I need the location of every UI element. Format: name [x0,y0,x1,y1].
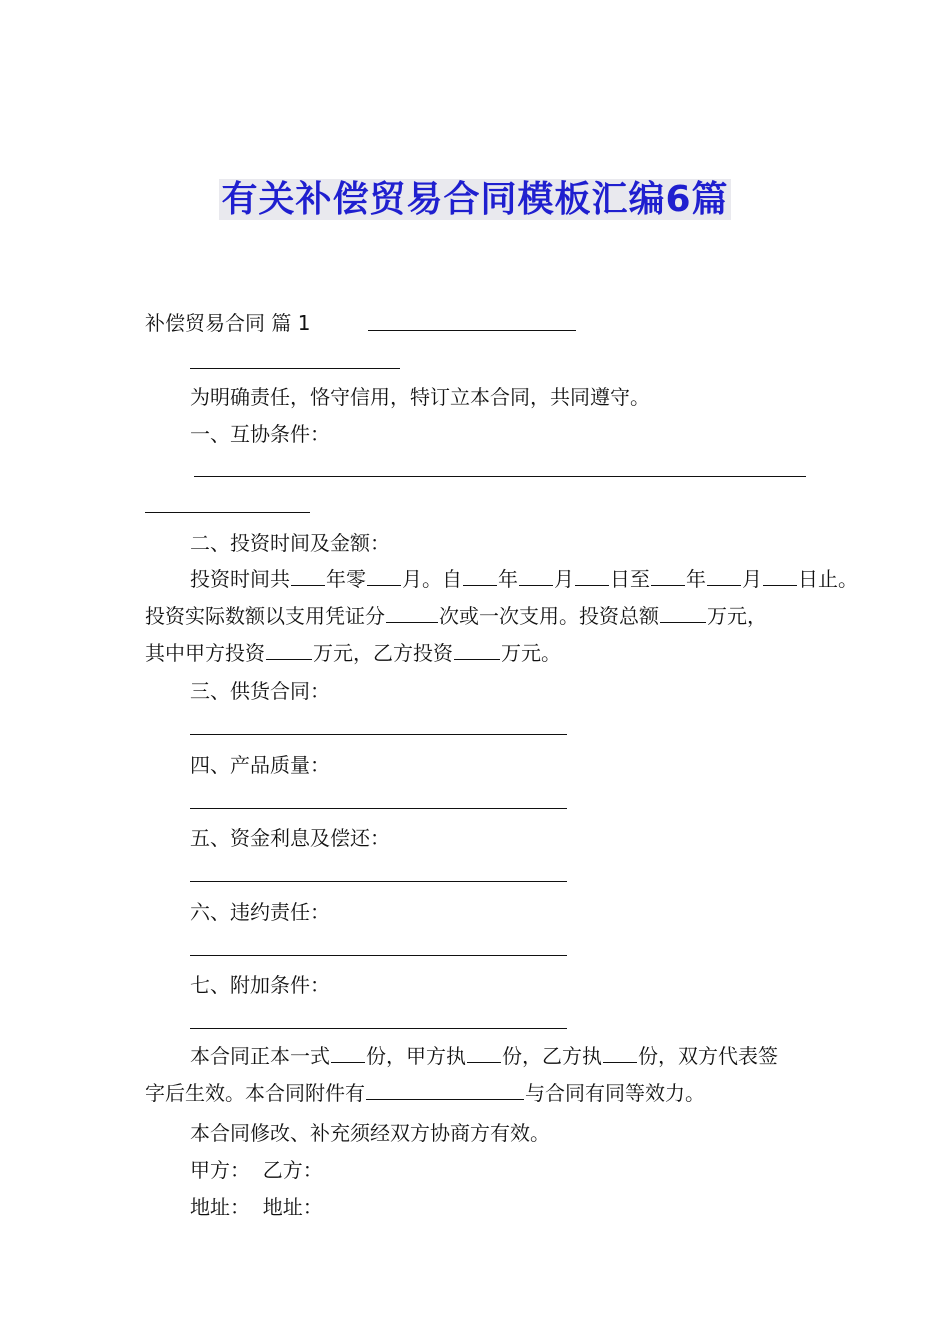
address-line: 地址： 地址： [190,1195,323,1219]
copies-line-1: 本合同正本一式 份，甲方执 份，乙方执 份，双方代表签 [190,1044,778,1068]
contract-heading: 补偿贸易合同 篇 1 [145,311,311,335]
section-3-blank [190,734,567,735]
investment-line-2: 投资实际数额以支用凭证分 次或一次支用。投资总额 万元， [145,604,767,628]
section-5-title: 五、资金利息及偿还： [190,826,390,850]
section-7-title: 七、附加条件： [190,973,330,997]
investment-line-1: 投资时间共 年零 月。自 年 月 日至 年 月 日止。 [190,567,858,591]
section-1-blank-cont [145,512,310,513]
heading-blank-1 [368,330,576,331]
section-4-blank [190,808,567,809]
document-title: 有关补偿贸易合同模板汇编6篇 [221,179,729,220]
investment-line-3: 其中甲方投资 万元，乙方投资 万元。 [145,641,561,665]
section-5-blank [190,881,567,882]
section-3-title: 三、供货合同： [190,679,330,703]
section-4-title: 四、产品质量： [190,753,330,777]
section-1-blank [194,476,806,477]
heading-blank-2 [190,368,400,369]
section-6-blank [190,955,567,956]
section-1-title: 一、互协条件： [190,422,330,446]
intro-text: 为明确责任，恪守信用，特订立本合同，共同遵守。 [190,385,650,409]
amendment-text: 本合同修改、补充须经双方协商方有效。 [190,1121,550,1145]
section-7-blank [190,1028,567,1029]
copies-line-2: 字后生效。本合同附件有 与合同有同等效力。 [145,1081,705,1105]
section-6-title: 六、违约责任： [190,900,330,924]
section-2-title: 二、投资时间及金额： [190,531,390,555]
party-line: 甲方： 乙方： [190,1158,323,1182]
